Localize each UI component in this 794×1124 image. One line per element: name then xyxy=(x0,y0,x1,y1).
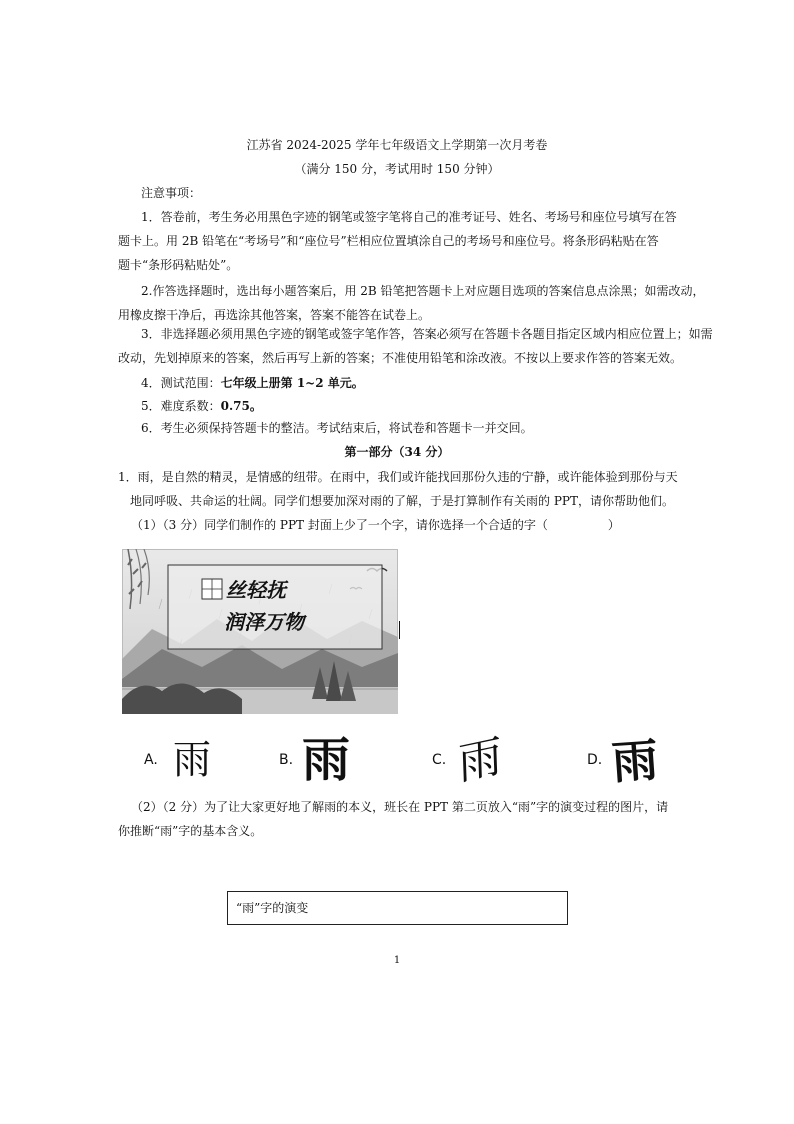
q1-sub-2-line-2: 你推断“雨”字的基本含义。 xyxy=(118,824,263,838)
rain-evolution-box xyxy=(227,891,568,925)
notice-item-6: 6．考生必须保持答题卡的整洁。考试结束后，将试卷和答题卡一并交回。 xyxy=(141,421,533,435)
q1-line-2: 地同呼吸、共命运的壮阔。同学们想要加深对雨的了解，于是打算制作有关雨的 PPT，请你帮助他们。 xyxy=(130,494,674,508)
notice-item-3-line-2: 改动，先划掉原来的答案，然后再写上新的答案；不准使用铅笔和涂改液。不按以上要求作答的答案无效。 xyxy=(118,351,683,365)
notice-item-4-value: 七年级上册第 1~2 单元。 xyxy=(220,376,364,390)
notice-item-1-line-3: 题卡“条形码粘贴处”。 xyxy=(118,258,239,272)
option-b-glyph: 雨 xyxy=(302,732,351,788)
notice-item-2-line-2: 用橡皮擦干净后，再选涂其他答案，答案不能答在试卷上。 xyxy=(118,308,431,322)
notice-item-5-value: 0.75。 xyxy=(220,399,262,413)
notice-item-5-prefix: 5．难度系数： xyxy=(141,399,221,413)
text-cursor xyxy=(399,621,400,639)
option-d-glyph: 雨 xyxy=(610,732,660,790)
notice-item-5 xyxy=(141,397,262,415)
exam-title: 江苏省 2024-2025 学年七年级语文上学期第一次月考卷 xyxy=(246,138,548,152)
ppt-cover-image xyxy=(122,549,398,714)
page-number: 1 xyxy=(393,955,401,966)
q1-sub-1: （1）（3 分）同学们制作的 PPT 封面上少了一个字，请你选择一个合适的字（ ） xyxy=(131,518,620,532)
q1-line-1: 1．雨，是自然的精灵，是情感的纽带。在雨中，我们或许能找回那份久违的宁静，或许能体验到那份与天 xyxy=(118,470,678,484)
notice-item-2-line-1: 2.作答选择题时，选出每小题答案后，用 2B 铅笔把答题卡上对应题目选项的答案信息点涂黑；如需改动， xyxy=(141,284,705,298)
option-a-glyph: 雨 xyxy=(173,737,211,783)
q1-sub-2-line-1: （2）（2 分）为了让大家更好地了解雨的本义，班长在 PPT 第二页放入“雨”字的演变过程的图片，请 xyxy=(131,800,669,814)
notice-item-3-line-1: 3．非选择题必须用黑色字迹的钢笔或签字笔作答，答案必须写在答题卡各题目指定区域内相应位置上；如需 xyxy=(141,327,713,341)
exam-subtitle: （满分 150 分，考试用时 150 分钟） xyxy=(294,162,500,176)
notice-item-1-line-1: 1．答卷前，考生务必用黑色字迹的钢笔或签字笔将自己的准考证号、姓名、考场号和座位号填写在答 xyxy=(141,210,677,224)
option-b-label: B. xyxy=(279,752,294,768)
option-c-glyph: 雨 xyxy=(457,730,503,791)
notice-heading: 注意事项： xyxy=(141,186,202,200)
section-title: 第一部分（34 分） xyxy=(344,445,450,459)
option-a-label: A. xyxy=(144,752,158,768)
ppt-text-line-1: 丝轻抚 xyxy=(226,578,286,602)
notice-item-4 xyxy=(141,374,364,392)
rain-evolution-box-title: “雨”字的演变 xyxy=(236,901,309,915)
notice-item-4-prefix: 4．测试范围： xyxy=(141,376,221,390)
option-c-label: C. xyxy=(432,752,447,768)
ppt-text-line-2: 润泽万物 xyxy=(224,610,304,634)
notice-item-1-line-2: 题卡上。用 2B 铅笔在“考场号”和“座位号”栏相应位置填涂自己的考场号和座位号。将条形码粘贴在答 xyxy=(118,234,659,248)
option-d-label: D. xyxy=(587,752,603,768)
